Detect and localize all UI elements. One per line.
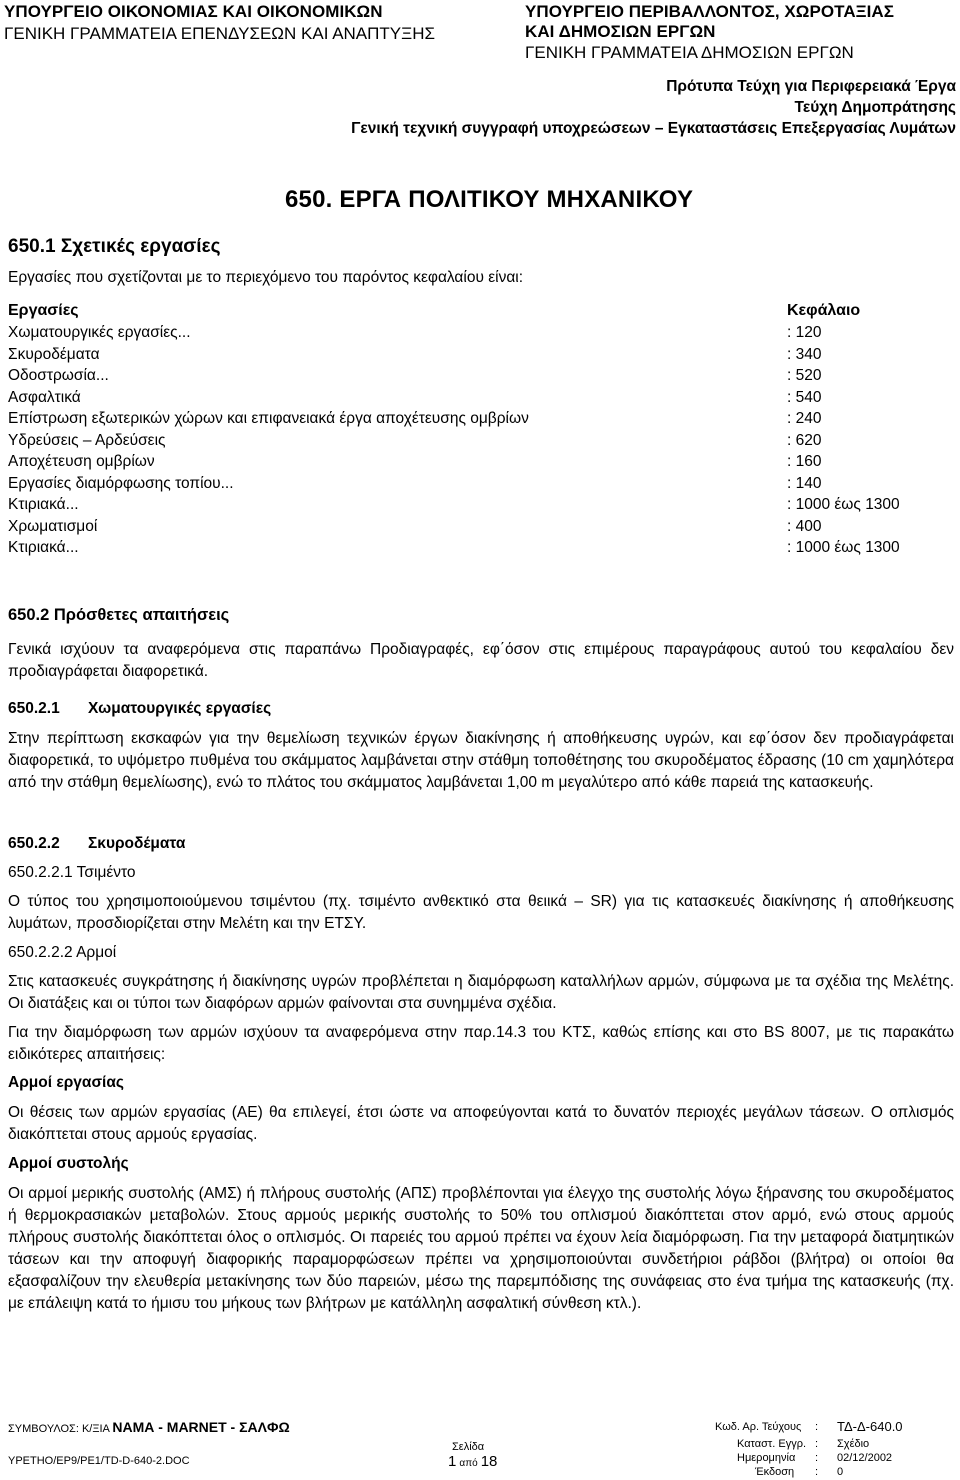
work-name: Ασφαλτικά: [8, 388, 81, 406]
header-left: [4, 2, 474, 44]
footer-meta: [715, 1420, 955, 1479]
page-of: από: [459, 1458, 478, 1469]
status-colon: :: [815, 1438, 819, 1450]
footer-page-number: [448, 1455, 497, 1471]
table-header: [8, 300, 908, 322]
work-name: Κτιριακά...: [8, 496, 79, 513]
date-label: Ημερομηνία: [737, 1452, 796, 1464]
work-name: Υδρεύσεις – Αρδεύσεις: [8, 431, 166, 449]
footer-filename: ΥΡΕΤΗΟ/ΕΡ9/ΡΕ1/TD-D-640-2.DOC: [8, 1455, 190, 1467]
chapter-ref: : 540: [787, 388, 822, 406]
secretariat-public-works: ΓΕΝΙΚΗ ΓΡΑΜΜΑΤΕΙΑ ΔΗΜΟΣΙΩΝ ΕΡΓΩΝ: [525, 43, 854, 62]
table-row: [8, 344, 908, 366]
table-row: [8, 430, 908, 452]
chapter-ref: : 1000 έως 1300: [787, 496, 900, 513]
subsection-650-2-2-1-title: 650.2.2.1 Τσιμέντο: [8, 864, 136, 881]
work-name: Χρωματισμοί: [8, 517, 98, 535]
work-name: Αποχέτευση ομβρίων: [8, 453, 155, 470]
code-colon: :: [815, 1421, 819, 1433]
edition-value: 0: [837, 1466, 844, 1478]
table-row: [8, 494, 908, 516]
section-650-2-intro: Γενικά ισχύουν τα αναφερόμενα στις παραπάνω Προδιαγραφές, εφ΄όσον στις επιμέρους παραγράφους αυτού του κεφαλαίου δεν προδιαγράφεται διαφορετικά.: [8, 641, 954, 680]
subtitle-line2: Τεύχη Δημοπράτησης: [794, 99, 956, 116]
chapter-ref: : 620: [787, 431, 822, 449]
subsection-650-2-2-heading: [8, 835, 185, 853]
table-row: [8, 387, 908, 409]
work-name: Σκυροδέματα: [8, 345, 100, 363]
subsection-650-2-1-text: Στην περίπτωση εκσκαφών για την θεμελίωση τεχνικών έργων διακίνησης ή αποθήκευσης υγρών, και εφ΄όσον δεν προδιαγράφεται διαφορετικά, το υψόμετρο πυθμένα του σκάμματος λαμβάνεται στην στάθμη τοποθέτησης του σκυροδέματος έδρασης (10 cm χαμηλότερα από την στάθμη θεμελίωσης), ενώ το πλάτος του σκάμματος λαμβάνεται 1,00 m μεγαλύτερο από κάθε παρειά της κατασκευής.: [8, 730, 954, 791]
chapter-ref: : 340: [787, 345, 822, 363]
table-row: [8, 408, 908, 430]
table-row: [8, 537, 908, 559]
code-value: ΤΔ-Δ-640.0: [837, 1419, 903, 1434]
chapter-ref: : 400: [787, 517, 822, 535]
table-rows: [8, 322, 908, 559]
column-works: Εργασίες: [8, 302, 79, 319]
work-name: Κτιριακά...: [8, 539, 79, 556]
meta-date-row: [715, 1451, 955, 1465]
header-right: [525, 2, 955, 63]
edition-colon: :: [815, 1466, 819, 1478]
meta-status-row: [715, 1437, 955, 1451]
consultant-name: ΝΑΜΑ - ΜΑRΝΕΤ - ΣΑΛΦΩ: [112, 1419, 290, 1435]
subsection-650-2-2-2-title: 650.2.2.2 Αρμοί: [8, 944, 117, 961]
table-row: [8, 516, 908, 538]
page-current: 1: [448, 1453, 457, 1470]
subsection-650-2-2-1-text: Ο τύπος του χρησιμοποιούμενου τσιμέντου (πχ. τσιμέντο ανθεκτικό στα θειικά – SR) για τις κατασκευές διακίνησης ή αποθήκευσης λυμάτων, προσδιορίζεται στην Μελέτη και την ΕΤΣΥ.: [8, 893, 954, 932]
work-name: Οδοστρωσία...: [8, 367, 109, 384]
related-works-table: [8, 300, 908, 559]
subsection-650-2-1-heading: [8, 700, 271, 718]
subsection-title: Σκυροδέματα: [88, 835, 186, 852]
subsection-number: 650.2.1: [8, 700, 60, 717]
chapter-ref: : 140: [787, 474, 822, 492]
section-650-1-intro: Εργασίες που σχετίζονται με το περιεχόμενο του παρόντος κεφαλαίου είναι:: [8, 269, 524, 286]
chapter-title: 650. ΕΡΓΑ ΠΟΛΙΤΙΚΟΥ ΜΗΧΑΝΙΚΟΥ: [285, 186, 694, 213]
document-subtitle: [351, 76, 956, 139]
table-row: [8, 322, 908, 344]
meta-code-row: [715, 1420, 955, 1434]
footer-page-label: Σελίδα: [452, 1441, 485, 1453]
edition-label: Έκδοση: [755, 1466, 795, 1478]
work-name: Επίστρωση εξωτερικών χώρων και επιφανειακά έργα αποχέτευσης ομβρίων: [8, 410, 529, 427]
joints-paragraph-1: Στις κατασκευές συγκράτησης ή διακίνησης υγρών προβλέπεται η διαμόρφωση καταλλήλων αρμών, σύμφωνα με τα σχέδια της Μελέτης. Οι διατάξεις και οι τύποι των διαφόρων αρμών φαίνονται στα συνημμένα σχέδια.: [8, 973, 954, 1012]
joints-paragraph-2: Για την διαμόρφωση των αρμών ισχύουν τα αναφερόμενα στην παρ.14.3 του ΚΤΣ, καθώς επίσης και στο BS 8007, με τις παρακάτω ειδικότερες απαιτήσεις:: [8, 1024, 954, 1063]
section-650-2-title: 650.2 Πρόσθετες απαιτήσεις: [8, 606, 230, 624]
shrinkage-joints-title: Αρμοί συστολής: [8, 1155, 129, 1172]
subtitle-line1: Πρότυπα Τεύχη για Περιφερειακά Έργα: [666, 78, 956, 95]
date-value: 02/12/2002: [837, 1452, 893, 1464]
table-row: [8, 473, 908, 495]
secretariat-investments: ΓΕΝΙΚΗ ΓΡΑΜΜΑΤΕΙΑ ΕΠΕΝΔΥΣΕΩΝ ΚΑΙ ΑΝΑΠΤΥΞΗΣ: [4, 24, 435, 43]
subsection-title: Χωματουργικές εργασίες: [88, 700, 272, 717]
chapter-ref: : 160: [787, 453, 822, 470]
work-joints-title: Αρμοί εργασίας: [8, 1074, 124, 1091]
ministry-economy: ΥΠΟΥΡΓΕΙΟ ΟΙΚΟΝΟΜΙΑΣ ΚΑΙ ΟΙΚΟΝΟΜΙΚΩΝ: [4, 2, 383, 21]
work-joints-text: Οι θέσεις των αρμών εργασίας (ΑΕ) θα επιλεγεί, έτσι ώστε να αποφεύγονται κατά το δυνατόν περιοχές μεγάλων τάσεων. Ο οπλισμός διακόπτεται στους αρμούς εργασίας.: [8, 1104, 954, 1143]
section-650-1-title: 650.1 Σχετικές εργασίες: [8, 236, 221, 257]
subsection-number: 650.2.2: [8, 835, 60, 852]
column-chapter: Κεφάλαιο: [787, 302, 861, 319]
page-total: 18: [480, 1453, 498, 1470]
subtitle-line3: Γενική τεχνική συγγραφή υποχρεώσεων – Εγκαταστάσεις Επεξεργασίας Λυμάτων: [351, 120, 956, 137]
chapter-ref: : 120: [787, 324, 822, 341]
status-value: Σχέδιο: [837, 1438, 870, 1450]
chapter-ref: : 1000 έως 1300: [787, 539, 900, 556]
date-colon: :: [815, 1452, 819, 1464]
consultant-label: ΣΥΜΒΟΥΛΟΣ: Κ/ΞΙΑ: [8, 1423, 110, 1435]
code-label: Κωδ. Αρ. Τεύχους: [715, 1421, 802, 1433]
shrinkage-joints-text: Οι αρμοί μερικής συστολής (ΑΜΣ) ή πλήρους συστολής (ΑΠΣ) προβλέπονται για έλεγχο της συστολής λόγω ξήρανσης του σκυροδέματος ή θερμοκρασιακών μεταβολών. Στους αρμούς μερικής συστολής το 50% του οπλισμού διακόπτεται στον αρμό, ενώ στους αρμούς πλήρους συστολής διακόπτεται όλος ο οπλισμός. Οι παρειές του αρμού πρέπει να έχουν λεία διαμόρφωση. Για την μεταφορά διατμητικών τάσεων και την αποφυγή διαφορικής παραμορφώσεων πρέπει να χρησιμοποιούνται συνδετήριοι ράβδοι (βλήτρα) οι οποίοι θα εξασφαλίζουν την ελευθερία μετακίνησης των δύο παρειών, μέσω της παρεμπόδισης της συνάφειας στο ένα τμήμα της κατασκευής (πχ. με επάλειψη κατά το ήμισυ του μήκους των βλήτρων με κατάλληλη ασφαλτική σύνθεση κτλ.).: [8, 1185, 954, 1312]
table-row: [8, 365, 908, 387]
footer-consultant: [8, 1420, 290, 1436]
chapter-ref: : 240: [787, 410, 822, 427]
meta-edition-row: [715, 1465, 955, 1479]
ministry-environment-line2: ΚΑΙ ΔΗΜΟΣΙΩΝ ΕΡΓΩΝ: [525, 22, 716, 41]
work-name: Εργασίες διαμόρφωσης τοπίου...: [8, 474, 234, 492]
status-label: Καταστ. Εγγρ.: [737, 1438, 807, 1450]
work-name: Χωματουργικές εργασίες...: [8, 324, 191, 341]
ministry-environment-line1: ΥΠΟΥΡΓΕΙΟ ΠΕΡΙΒΑΛΛΟΝΤΟΣ, ΧΩΡΟΤΑΞΙΑΣ: [525, 2, 894, 21]
table-row: [8, 451, 908, 473]
chapter-ref: : 520: [787, 367, 822, 384]
